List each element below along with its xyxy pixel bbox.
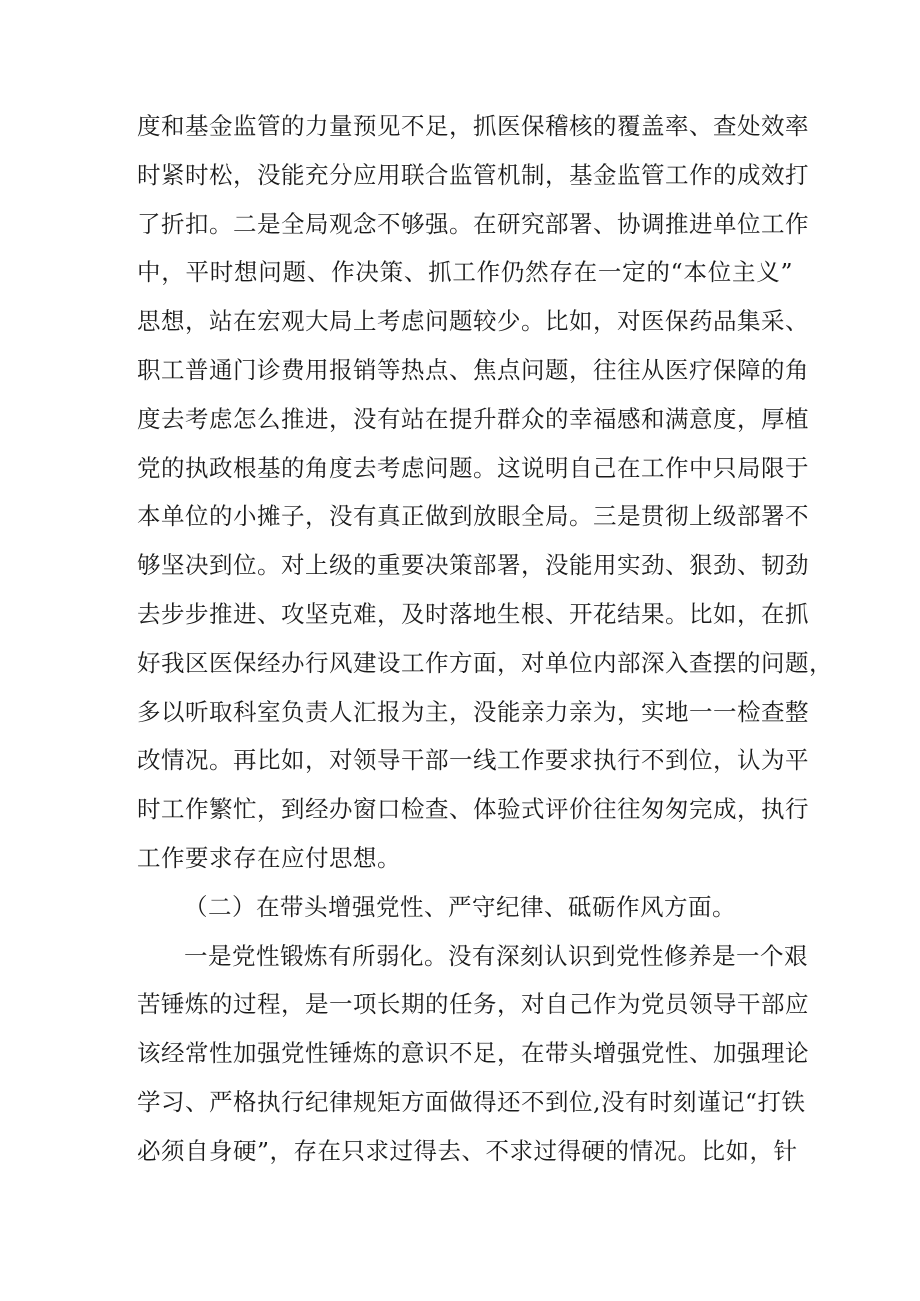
section-heading: （二）在带头增强党性、严守纪律、砥砺作风方面。 <box>184 892 736 921</box>
text-line: 学习、严格执行纪律规矩方面做得还不到位,没有时刻谨记“打铁 <box>137 1087 806 1116</box>
text-line: 了折扣。二是全局观念不够强。在研究部署、协调推进单位工作 <box>137 209 809 238</box>
text-line: 思想，站在宏观大局上考虑问题较少。比如，对医保药品集采、 <box>137 307 809 336</box>
text-line: 度去考虑怎么推进，没有站在提升群众的幸福感和满意度，厚植 <box>137 404 809 433</box>
text-line: 必须自身硬”，存在只求过得去、不求过得硬的情况。比如，针 <box>137 1136 798 1165</box>
text-line: 时工作繁忙，到经办窗口检查、体验式评价往往匆匆完成，执行 <box>137 795 809 824</box>
text-line: 时紧时松，没能充分应用联合监管机制，基金监管工作的成效打 <box>137 160 809 189</box>
text-line: 该经常性加强党性锤炼的意识不足，在带头增强党性、加强理论 <box>137 1039 809 1068</box>
text-line: 够坚决到位。对上级的重要决策部署，没能用实劲、狠劲、韧劲 <box>137 551 809 580</box>
text-line: 本单位的小摊子，没有真正做到放眼全局。三是贯彻上级部署不 <box>137 502 809 531</box>
text-line: 职工普通门诊费用报销等热点、焦点问题，往往从医疗保障的角 <box>137 355 809 384</box>
text-line: 好我区医保经办行风建设工作方面，对单位内部深入查摆的问题， <box>137 648 833 677</box>
text-line: 中，平时想问题、作决策、抓工作仍然存在一定的“本位主义” <box>137 258 793 287</box>
text-line: 苦锤炼的过程，是一项长期的任务，对自己作为党员领导干部应 <box>137 990 809 1019</box>
text-line: 多以听取科室负责人汇报为主，没能亲力亲为，实地一一检查整 <box>137 697 809 726</box>
text-line: 去步步推进、攻坚克难，及时落地生根、开花结果。比如，在抓 <box>137 599 809 628</box>
text-line: 党的执政根基的角度去考虑问题。这说明自己在工作中只局限于 <box>137 453 809 482</box>
text-line: 一是党性锻炼有所弱化。没有深刻认识到党性修养是一个艰 <box>184 941 808 970</box>
text-line: 工作要求存在应付思想。 <box>137 843 401 872</box>
text-line: 改情况。再比如，对领导干部一线工作要求执行不到位，认为平 <box>137 746 809 775</box>
body-text <box>137 102 833 1176</box>
text-line: 度和基金监管的力量预见不足，抓医保稽核的覆盖率、查处效率 <box>137 112 809 140</box>
